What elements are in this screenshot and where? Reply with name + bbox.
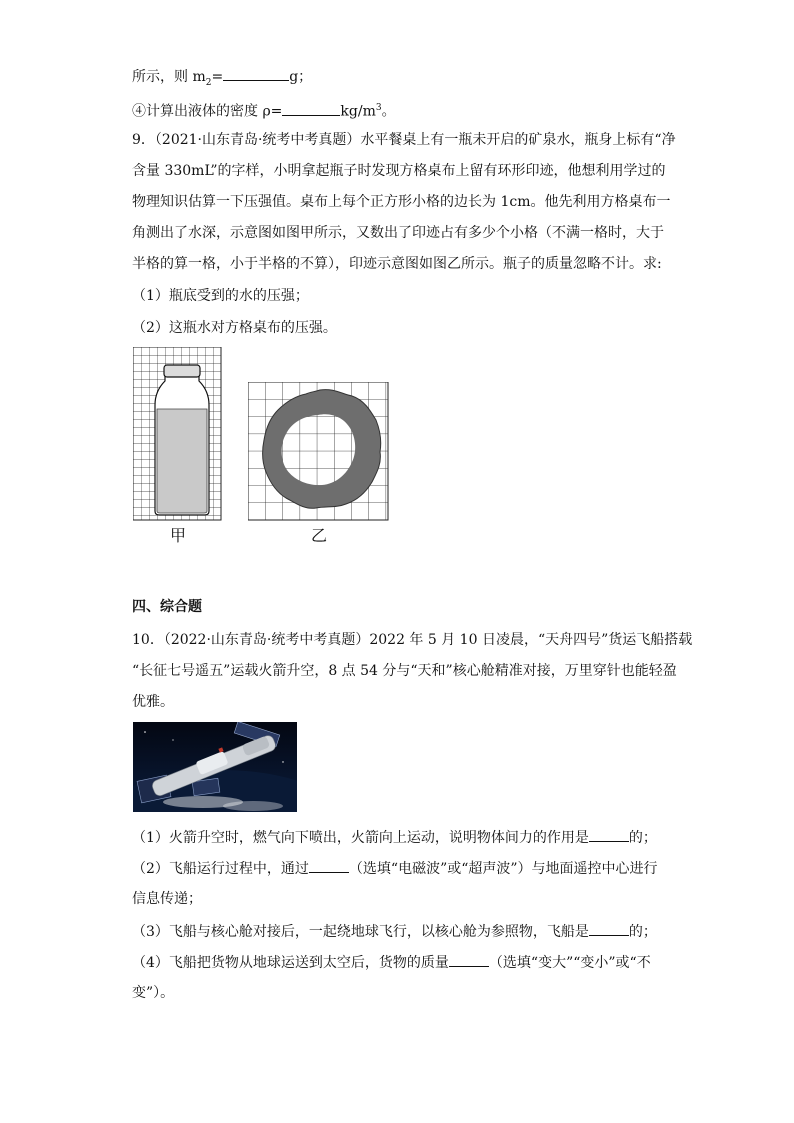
answer-blank-p2[interactable] [309, 858, 349, 873]
q10-part4: （4）飞船把货物从地球运送到太空后，货物的质量 （选填“变大”“变小”或“不 [132, 952, 651, 973]
q8-line2: ④计算出液体的密度 $\rho= kg/m^3$。 [132, 98, 396, 122]
q9-line2: 含量 330mL”的字样，小明拿起瓶子时发现方格桌布上留有环形印迹，他想利用学过的 [132, 163, 666, 179]
water [157, 409, 207, 513]
figure-a-caption: 甲 [170, 526, 187, 545]
answer-blank-p4[interactable] [449, 952, 489, 967]
q10-line1: 10．（2022·山东青岛·统考中考真题）2022 年 5 月 10 日凌晨，“天舟四号”货运飞船搭载 [132, 632, 693, 648]
answer-blank-p1[interactable] [589, 827, 629, 842]
q9-line1: 9．（2021·山东青岛·统考中考真题）水平餐桌上有一瓶未开启的矿泉水，瓶身上标有“净 [132, 132, 676, 148]
q9-line4: 角测出了水深，示意图如图甲所示，又数出了印迹占有多少个小格（不满一格时，大于 [132, 225, 664, 241]
q10-part2: （2）飞船运行过程中，通过 （选填“电磁波”或“超声波”）与地面遥控中心进行 [132, 858, 658, 879]
q10-part3: （3）飞船与核心舱对接后，一起绕地球飞行，以核心舱为参照物，飞船是 的； [132, 921, 657, 942]
figure-ring-grid [248, 382, 390, 522]
figure-bottle-grid [133, 347, 223, 522]
ring-imprint [263, 390, 381, 509]
q10-part4-cont: 变”）。 [132, 985, 175, 1001]
q10-part1: （1）火箭升空时，燃气向下喷出，火箭向上运动，说明物体间力的作用是 的； [132, 827, 657, 848]
q10-part2-cont: 信息传递； [132, 891, 202, 907]
q10-line3: 优雅。 [132, 694, 174, 710]
q8-line1: 所示，则 $m_2= g$； [132, 66, 312, 93]
q9-line5: 半格的算一格，小于半格的不算），印迹示意图如图乙所示。瓶子的质量忽略不计。求: [132, 256, 662, 272]
section-heading: 四、综合题 [132, 599, 202, 615]
q9-sub2: （2）这瓶水对方格桌布的压强。 [132, 320, 337, 336]
answer-blank-density[interactable] [282, 101, 340, 116]
q10-line2: “长征七号遥五”运载火箭升空，8 点 54 分与“天和”核心舱精准对接，万里穿针也能轻盈 [132, 663, 677, 679]
space-station-photo [133, 722, 297, 812]
answer-blank-p3[interactable] [589, 921, 629, 936]
figure-b-caption: 乙 [311, 526, 328, 545]
bottle-cap [164, 365, 200, 377]
answer-blank-m2[interactable] [223, 66, 289, 81]
q9-sub1: （1）瓶底受到的水的压强； [132, 288, 309, 304]
q9-line3: 物理知识估算一下压强值。桌布上每个正方形小格的边长为 1cm。他先利用方格桌布一 [132, 194, 671, 210]
